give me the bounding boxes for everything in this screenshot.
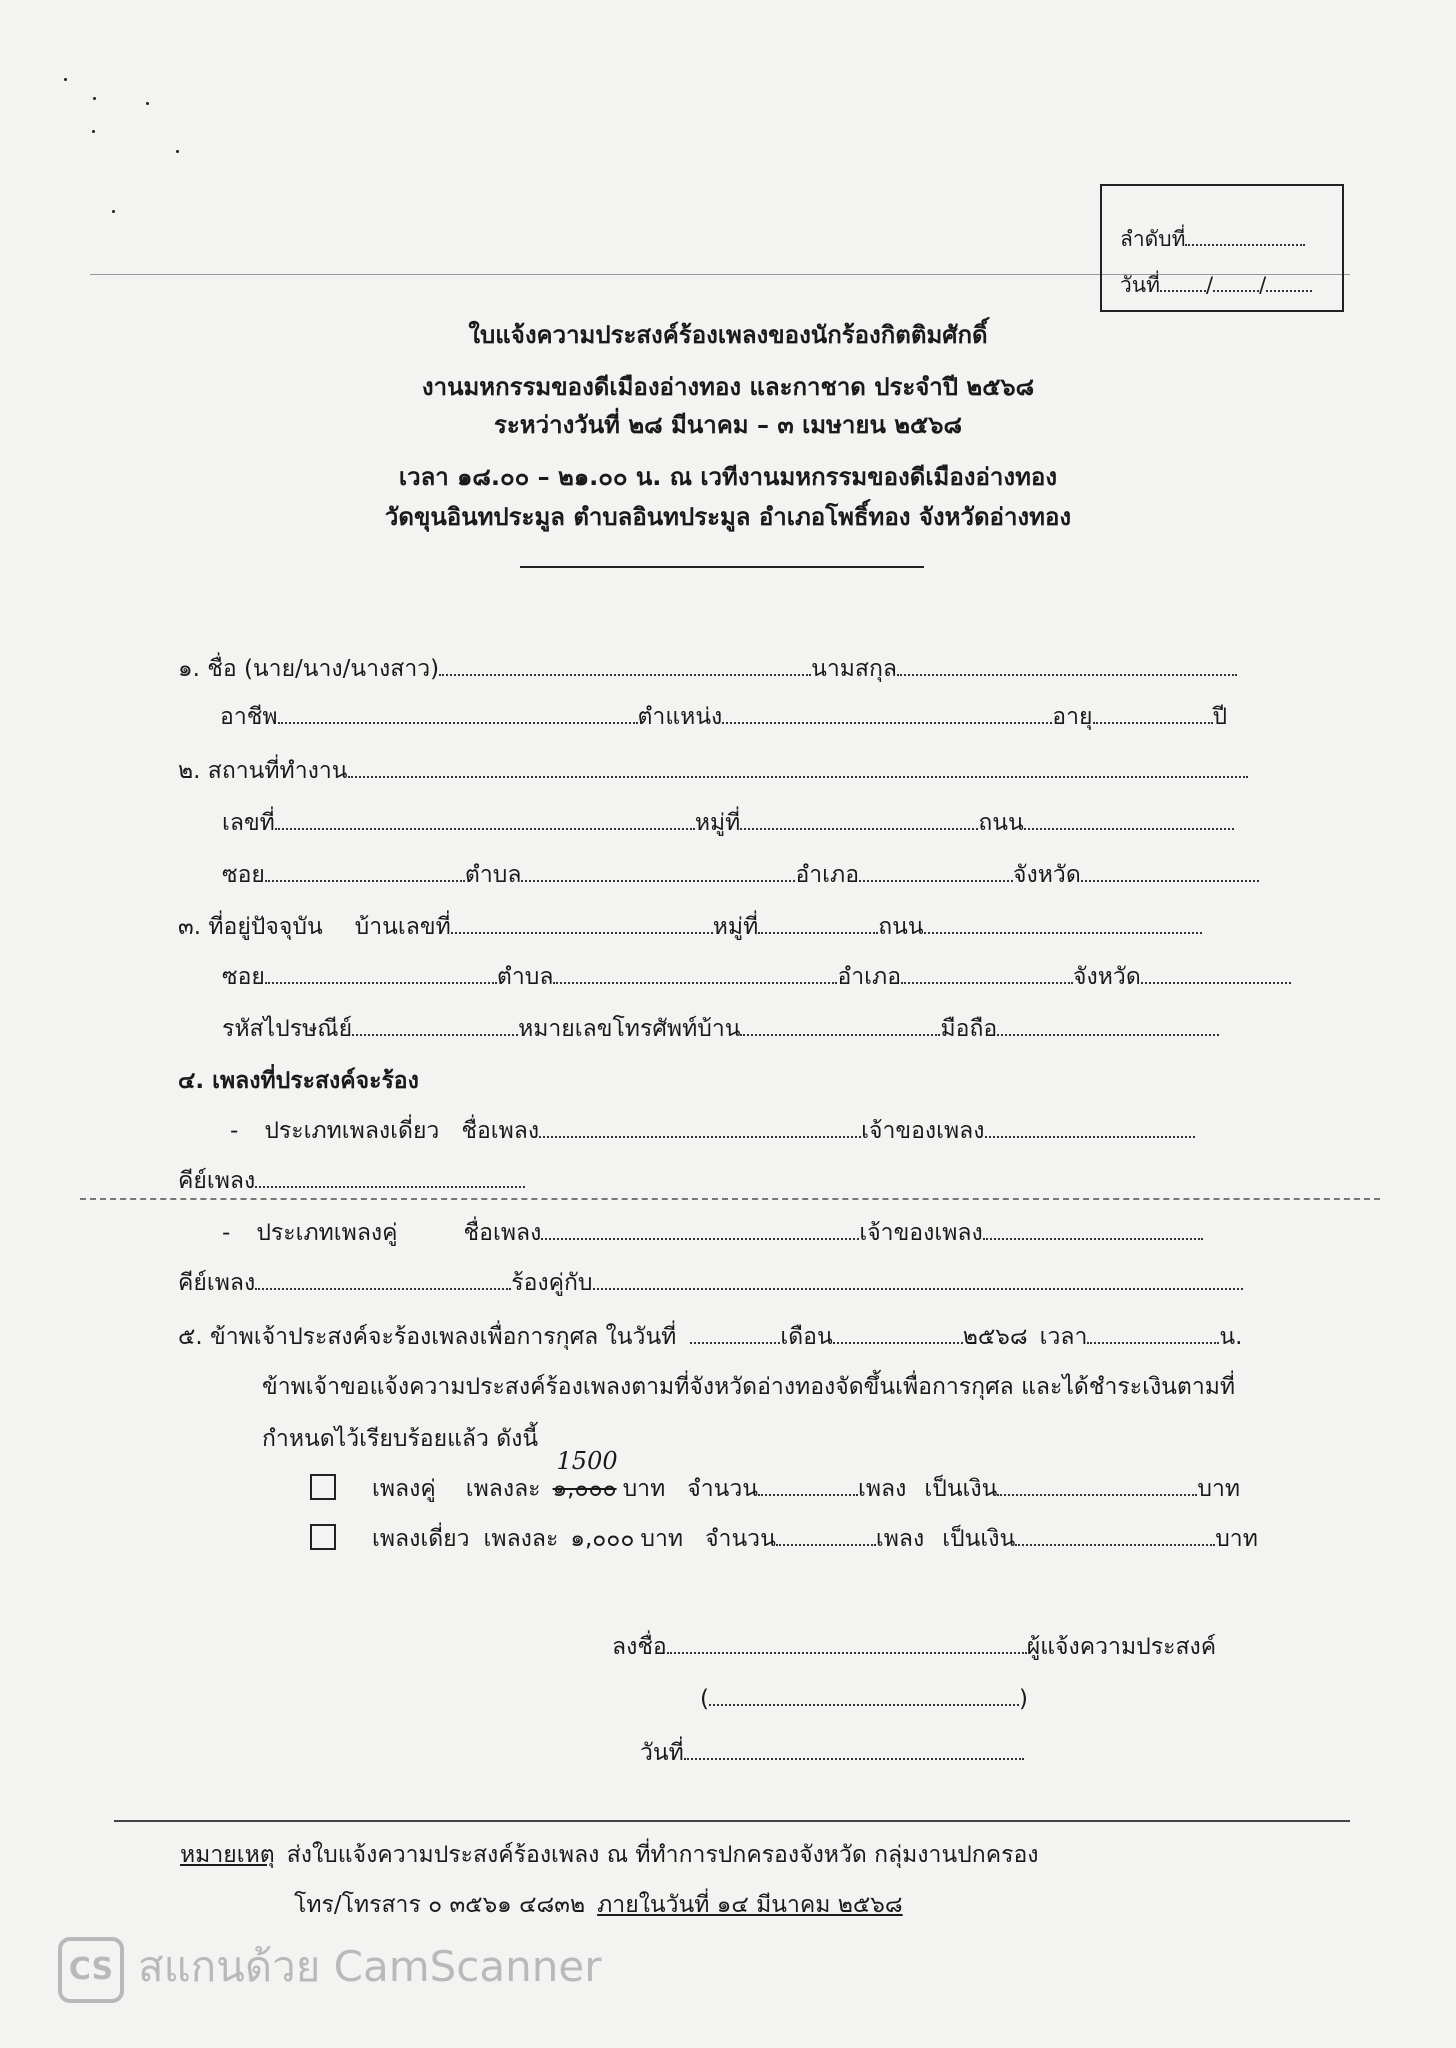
age-label: อายุ	[1052, 704, 1093, 730]
current-address-label: ๓. ที่อยู่ปัจจุบัน	[178, 914, 323, 940]
section-5-label: ๕. ข้าพเจ้าประสงค์จะร้องเพลงเพื่อการกุศล ในวันที่	[178, 1324, 677, 1350]
scan-speck	[112, 210, 115, 213]
note-text: ส่งใบแจ้งความประสงค์ร้องเพลง ณ ที่ทำการปกครองจังหวัด กลุ่มงานปกครอง	[286, 1842, 1039, 1868]
postcode-field[interactable]	[352, 1016, 518, 1036]
signature-date-row: วันที่	[640, 1738, 1024, 1768]
position-label: ตำแหน่ง	[637, 704, 723, 730]
submission-deadline: ภายในวันที่ ๑๔ มีนาคม ๒๕๖๘	[597, 1892, 903, 1918]
work-province-field[interactable]	[1081, 862, 1259, 882]
footer-contact	[294, 1890, 903, 1920]
section-5-date-row: ๕. ข้าพเจ้าประสงค์จะร้องเพลงเพื่อการกุศล ในวันที่ เดือน ๒๕๖๘ เวลา น.	[178, 1324, 1243, 1350]
order-number-box: ลำดับที่ วันที่ / /	[1100, 184, 1344, 312]
section-5-paragraph-1: ข้าพเจ้าขอแจ้งความประสงค์ร้องเพลงตามที่จังหวัดอ่างทองจัดขึ้นเพื่อการกุศล และได้ชำระเงินตามที่	[262, 1374, 1236, 1400]
duet-key-field[interactable]	[255, 1270, 511, 1290]
order-number-label: ลำดับที่	[1120, 227, 1186, 251]
solo-key-field[interactable]	[255, 1168, 525, 1188]
duet-type-label: ประเภทเพลงคู่	[256, 1220, 398, 1246]
watermark-text: สแกนด้วย CamScanner	[138, 1942, 602, 1991]
occupation-label: อาชีพ	[220, 704, 278, 730]
order-date-label: วันที่	[1120, 273, 1160, 297]
duet-checkbox[interactable]	[310, 1474, 336, 1500]
handwritten-duet-price: 1500	[556, 1447, 618, 1475]
surname-label: นามสกุล	[811, 656, 897, 682]
age-unit: ปี	[1212, 704, 1228, 730]
signer-role: ผู้แจ้งความประสงค์	[1026, 1634, 1217, 1660]
event-name: งานมหกรรมของดีเมืองอ่างทอง และกาชาด ประจำปี ๒๕๖๘	[421, 373, 1035, 401]
solo-song-owner-field[interactable]	[985, 1118, 1195, 1138]
event-time-venue: เวลา ๑๘.๐๐ – ๒๑.๐๐ น. ณ เวทีงานมหกรรมของดีเมืองอ่างทอง	[398, 463, 1058, 491]
signer-name-field[interactable]	[709, 1686, 1019, 1706]
home-province-field[interactable]	[1141, 964, 1291, 984]
section-3-district-row: ซอย ตำบล อำเภอ จังหวัด	[222, 962, 1291, 992]
home-soi-field[interactable]	[265, 964, 497, 984]
solo-type-label: ประเภทเพลงเดี่ยว	[264, 1118, 440, 1144]
home-tambon-field[interactable]	[553, 964, 837, 984]
solo-checkbox[interactable]	[310, 1524, 336, 1550]
section-3-address-row: ๓. ที่อยู่ปัจจุบัน บ้านเลขที่ หมู่ที่ ถนน	[178, 912, 1202, 942]
surname-field[interactable]	[897, 656, 1237, 676]
note-label: หมายเหตุ	[180, 1842, 275, 1868]
section-2-workplace-row	[178, 756, 1248, 786]
duet-key-row: คีย์เพลง ร้องคู่กับ	[178, 1268, 1243, 1298]
home-amphoe-field[interactable]	[901, 964, 1073, 984]
duet-count-field[interactable]	[758, 1476, 858, 1496]
solo-key-row: คีย์เพลง	[178, 1166, 525, 1196]
event-location: วัดขุนอินทประมูล ตำบลอินทประมูล อำเภอโพธิ์ทอง จังหวัดอ่างทอง	[384, 503, 1072, 531]
work-amphoe-field[interactable]	[859, 862, 1013, 882]
contact-phone: โทร/โทรสาร ๐ ๓๕๖๑ ๔๘๓๒	[294, 1892, 586, 1918]
solo-count-field[interactable]	[776, 1526, 876, 1546]
home-phone-field[interactable]	[740, 1016, 940, 1036]
duet-partner-field[interactable]	[593, 1270, 1243, 1290]
home-road-field[interactable]	[924, 914, 1202, 934]
first-name-field[interactable]	[439, 656, 811, 676]
scan-speck	[92, 130, 95, 133]
position-field[interactable]	[722, 704, 1052, 724]
house-number-field[interactable]	[451, 914, 713, 934]
scan-fold-line	[80, 1198, 1380, 1200]
duet-song-name-field[interactable]	[541, 1220, 859, 1240]
section-2-address-row: เลขที่ หมู่ที่ ถนน	[222, 808, 1234, 838]
signature-date-field[interactable]	[684, 1740, 1024, 1760]
signer-name-row: ( )	[700, 1686, 1028, 1712]
camscanner-logo: CS	[58, 1937, 124, 2003]
work-road-field[interactable]	[1024, 810, 1234, 830]
duet-song-owner-field[interactable]	[983, 1220, 1203, 1240]
scan-speck	[176, 150, 179, 153]
section-5-paragraph-2: กำหนดไว้เรียบร้อยแล้ว ดังนี้	[262, 1426, 539, 1452]
work-tambon-field[interactable]	[521, 862, 795, 882]
section-1-name-row	[178, 654, 1237, 684]
signature-field[interactable]	[667, 1634, 1027, 1654]
perform-day-field[interactable]	[690, 1324, 780, 1344]
section-3-contact-row: รหัสไปรษณีย์ หมายเลขโทรศัพท์บ้าน มือถือ	[222, 1014, 1219, 1044]
scan-speck	[64, 78, 67, 81]
mobile-field[interactable]	[997, 1016, 1219, 1036]
section-4-label: ๔. เพลงที่ประสงค์จะร้อง	[178, 1068, 419, 1094]
duet-song-row: - ประเภทเพลงคู่ ชื่อเพลง เจ้าของเพลง	[222, 1218, 1203, 1248]
workplace-label: ๒. สถานที่ทำงาน	[178, 758, 348, 784]
duet-price-struck: ๑,๐๐๐	[552, 1476, 617, 1502]
section-2-district-row: ซอย ตำบล อำเภอ จังหวัด	[222, 860, 1259, 890]
occupation-field[interactable]	[278, 704, 638, 724]
solo-price: ๑,๐๐๐	[570, 1526, 635, 1552]
solo-payment-row: เพลงเดี่ยว เพลงละ ๑,๐๐๐ บาท จำนวน เพลง เป็นเงิน บาท	[310, 1524, 1258, 1554]
event-dates: ระหว่างวันที่ ๒๘ มีนาคม – ๓ เมษายน ๒๕๖๘	[494, 411, 962, 439]
solo-amount-field[interactable]	[1015, 1526, 1215, 1546]
work-moo-field[interactable]	[740, 810, 978, 830]
footer-divider	[114, 1820, 1350, 1822]
duet-payment-row: เพลงคู่ เพลงละ ๑,๐๐๐ 1500 บาท จำนวน เพลง เป็นเงิน บาท	[310, 1474, 1240, 1504]
footer-note	[180, 1840, 1039, 1870]
duet-amount-field[interactable]	[997, 1476, 1197, 1496]
scan-speck	[146, 102, 149, 105]
form-title: ใบแจ้งความประสงค์ร้องเพลงของนักร้องกิตติมศักดิ์	[468, 321, 988, 349]
home-moo-field[interactable]	[758, 914, 878, 934]
signature-row: ลงชื่อ ผู้แจ้งความประสงค์	[612, 1634, 1217, 1660]
section-1-occupation-row	[220, 702, 1227, 732]
solo-song-name-field[interactable]	[539, 1118, 861, 1138]
perform-time-field[interactable]	[1087, 1324, 1219, 1344]
solo-song-row: - ประเภทเพลงเดี่ยว ชื่อเพลง เจ้าของเพลง	[230, 1116, 1195, 1146]
header-divider	[520, 566, 924, 568]
name-label: ๑. ชื่อ (นาย/นาง/นางสาว)	[178, 656, 440, 682]
camscanner-watermark	[58, 1934, 601, 2003]
perform-month-field[interactable]	[833, 1324, 963, 1344]
workplace-field[interactable]	[348, 758, 1248, 778]
age-field[interactable]	[1093, 704, 1213, 724]
scan-speck	[93, 97, 96, 100]
work-soi-field[interactable]	[265, 862, 465, 882]
work-number-field[interactable]	[275, 810, 695, 830]
